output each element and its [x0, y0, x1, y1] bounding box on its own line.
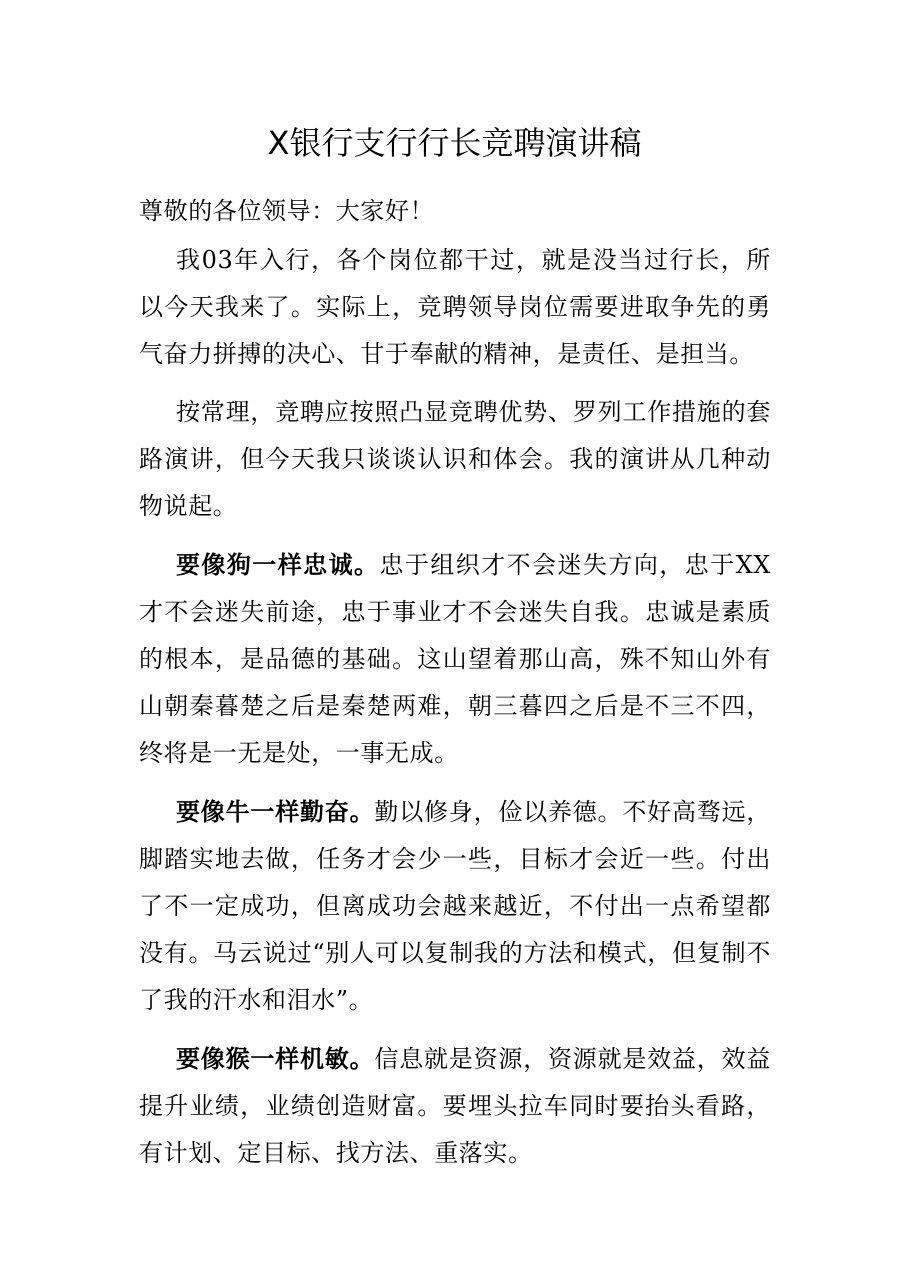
paragraph-lead: 要像牛一样勤奋。 — [176, 797, 375, 826]
document-body — [139, 188, 771, 1188]
paragraph-loyalty — [139, 541, 771, 777]
paragraph-text: 信息就是资源，资源就是效益，效益提升业绩，业绩创造财富。要埋头拉车同时要抬头看路，有计划、定目标、找方法、重落实。 — [139, 1045, 771, 1167]
paragraph-lead: 要像狗一样忠诚。 — [176, 550, 380, 579]
greeting-line: 尊敬的各位领导：大家好！ — [139, 197, 435, 225]
paragraph-text: 忠于组织才不会迷失方向，忠于XX才不会迷失前途，忠于事业才不会迷失自我。忠诚是素质的根本，是品德的基础。这山望着那山高，殊不知山外有山朝秦暮楚之后是秦楚两难，朝三暮四之后是不三不四，终将是一无是处，一事无成。 — [139, 551, 771, 767]
paragraph-lead: 要像猴一样机敏。 — [176, 1044, 375, 1073]
paragraph-intro — [139, 237, 771, 378]
paragraph-diligence — [139, 788, 771, 1024]
paragraph-text: 按常理，竞聘应按照凸显竞聘优势、罗列工作措施的套路演讲，但今天我只谈谈认识和体会。我的演讲从几种动物说起。 — [139, 398, 771, 520]
paragraph-approach — [139, 389, 771, 530]
document-title: X银行支行行长竞聘演讲稿 — [267, 124, 642, 162]
paragraph-agility — [139, 1035, 771, 1177]
paragraph-text: 我03年入行，各个岗位都干过，就是没当过行长，所以今天我来了。实际上，竞聘领导岗位需要进取争先的勇气奋力拼搏的决心、甘于奉献的精神，是责任、是担当。 — [139, 246, 771, 368]
paragraph-text: 勤以修身，俭以养德。不好高骛远，脚踏实地去做，任务才会少一些，目标才会近一些。付出了不一定成功，但离成功会越来越近，不付出一点希望都没有。马云说过“别人可以复制我的方法和模式，但复制不了我的汗水和泪水”。 — [139, 798, 771, 1014]
